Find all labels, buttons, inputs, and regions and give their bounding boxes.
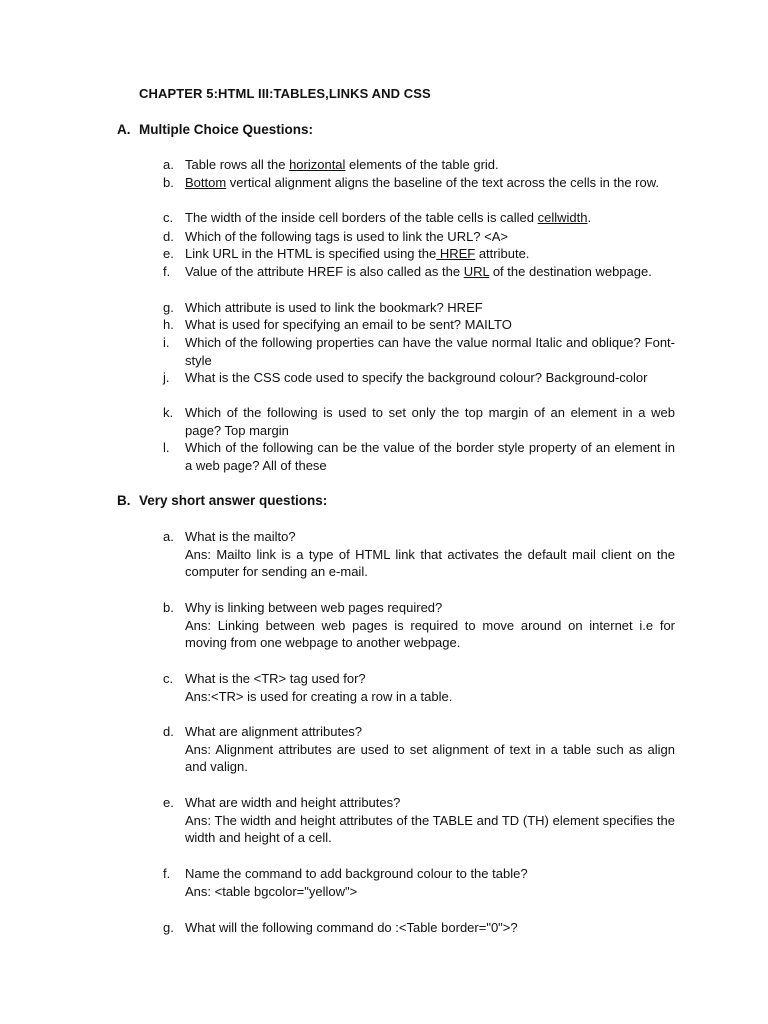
item-text: . [587,210,592,225]
item-marker: a. [163,157,174,172]
mcq-item [163,209,675,227]
item-answer: cellwidth [537,210,588,225]
qa-item [163,599,675,652]
section-a-heading [117,122,313,137]
qa-item [163,528,675,581]
answer-text: Ans: The width and height attributes of the TABLE and TD (TH) element specifies the width and height of a cell. [185,812,675,846]
item-answer: HREF [436,246,476,261]
question-text: What will the following command do :<Table border="0">? [185,920,518,935]
answer-text: Ans: Mailto link is a type of HTML link that activates the default mail client on the computer for sending an e-mail. [185,546,675,580]
mcq-item [163,263,675,281]
item-marker: g. [163,920,174,935]
item-marker: e. [163,246,174,261]
item-text: Link URL in the HTML is specified using the [185,246,437,261]
qa-item [163,670,675,705]
mcq-item [163,404,675,439]
qa-item [163,723,675,776]
mcq-item [163,174,675,192]
item-marker: f. [163,866,171,881]
item-answer: URL [463,264,490,279]
question-text: What are width and height attributes? [185,795,401,810]
item-text: vertical alignment aligns the baseline of the text across the cells in the row. [226,175,660,190]
item-text: elements of the table grid. [345,157,499,172]
item-marker: h. [163,317,174,332]
item-marker: g. [163,300,174,315]
item-marker: d. [163,229,174,244]
section-b-title: Very short answer questions: [139,493,328,508]
question-text: What is the mailto? [185,529,296,544]
qa-item [163,865,675,900]
item-marker: l. [163,440,170,455]
item-text: Which attribute is used to link the bookmark? HREF [185,300,483,315]
item-marker: f. [163,264,171,279]
item-answer: horizontal [289,157,346,172]
mcq-item [163,439,675,474]
section-b-letter: B. [117,493,131,508]
mcq-item [163,316,675,334]
item-answer: Bottom [185,175,227,190]
item-text: What is the CSS code used to specify the background colour? Background-color [185,370,648,385]
section-a-title: Multiple Choice Questions: [139,122,314,137]
item-marker: e. [163,795,174,810]
item-text: of the destination webpage. [489,264,652,279]
item-marker: k. [163,405,174,420]
mcq-item [163,245,675,263]
mcq-item [163,228,675,246]
item-marker: b. [163,175,174,190]
item-marker: b. [163,600,174,615]
chapter-title: CHAPTER 5:HTML III:TABLES,LINKS AND CSS [139,86,431,101]
mcq-item [163,334,675,369]
item-text: attribute. [475,246,530,261]
answer-text: Ans: <table bgcolor="yellow"> [185,883,358,899]
section-b-heading [117,493,327,508]
question-text: Name the command to add background colour to the table? [185,866,528,881]
answer-text: Ans: Alignment attributes are used to set alignment of text in a table such as align and valign. [185,741,675,775]
item-marker: a. [163,529,174,544]
item-text: What is used for specifying an email to be sent? MAILTO [185,317,512,332]
answer-text: Ans: Linking between web pages is required to move around on internet i.e for moving from one webpage to another webpage. [185,617,675,651]
question-text: What are alignment attributes? [185,724,363,739]
item-text: Which of the following can be the value of the border style property of an element in a web page? All of these [185,440,675,473]
mcq-item [163,299,675,317]
item-text: Value of the attribute HREF is also called as the [185,264,464,279]
item-text: Table rows all the [185,157,290,172]
item-text: Which of the following tags is used to link the URL? <A> [185,229,509,244]
answer-text: Ans:<TR> is used for creating a row in a table. [185,688,453,704]
item-marker: d. [163,724,174,739]
item-text: The width of the inside cell borders of the table cells is called [185,210,538,225]
item-marker: c. [163,671,174,686]
item-marker: j. [163,370,170,385]
qa-item [163,919,675,937]
qa-item [163,794,675,847]
item-marker: c. [163,210,174,225]
question-text: What is the <TR> tag used for? [185,671,366,686]
item-marker: i. [163,335,170,350]
mcq-item [163,156,675,174]
question-text: Why is linking between web pages required? [185,600,443,615]
section-a-letter: A. [117,122,131,137]
item-text: Which of the following properties can have the value normal Italic and oblique? Font-style [185,335,675,368]
mcq-item [163,369,675,387]
item-text: Which of the following is used to set only the top margin of an element in a web page? Top margin [185,405,675,438]
